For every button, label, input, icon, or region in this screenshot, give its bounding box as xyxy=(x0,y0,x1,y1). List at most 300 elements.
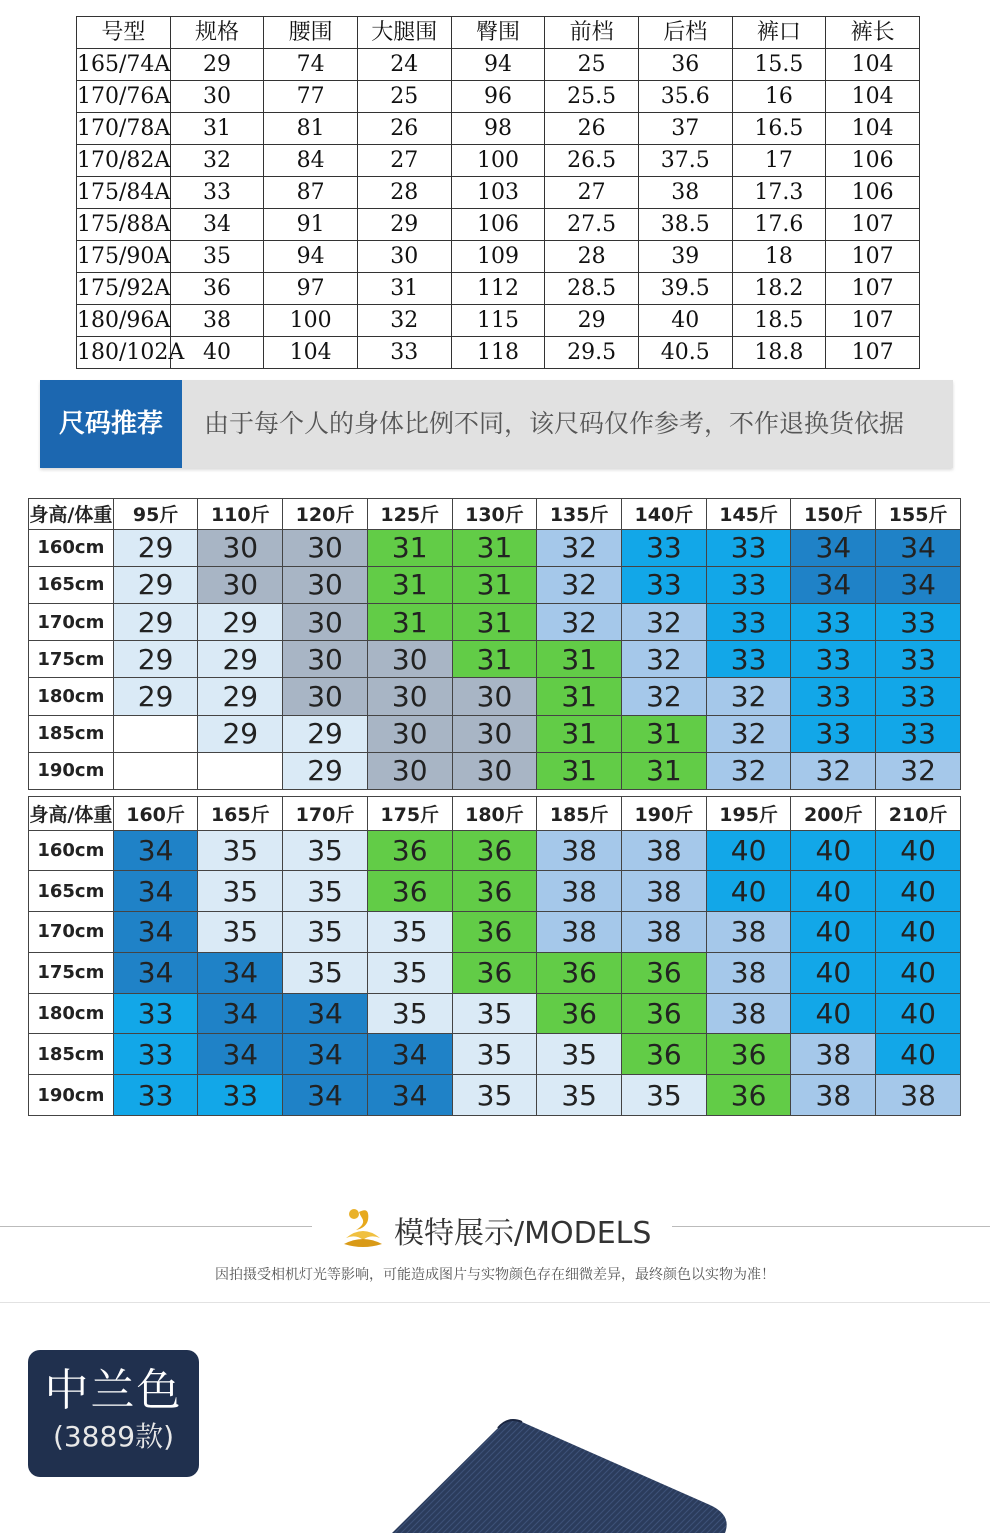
size-value-cell: 34 xyxy=(283,1075,368,1116)
spec-header-cell: 臀围 xyxy=(451,17,545,49)
size-value-cell: 40 xyxy=(791,871,876,912)
height-label-cell: 180cm xyxy=(29,993,114,1034)
size-value-cell: 29 xyxy=(113,678,198,715)
size-value-cell: 29 xyxy=(198,715,283,752)
grid-row xyxy=(29,715,961,752)
size-value-cell: 30 xyxy=(283,641,368,678)
divider-right xyxy=(672,1226,990,1227)
size-value-cell: 35 xyxy=(367,952,452,993)
size-value-cell: 35 xyxy=(198,830,283,871)
size-value-cell xyxy=(113,752,198,789)
spec-header-cell: 腰围 xyxy=(264,17,358,49)
size-value-cell: 30 xyxy=(367,641,452,678)
spec-cell: 16 xyxy=(732,81,826,113)
size-value-cell: 29 xyxy=(198,641,283,678)
size-value-cell: 29 xyxy=(113,529,198,566)
weight-header-cell: 190斤 xyxy=(622,797,707,831)
weight-header-cell: 135斤 xyxy=(537,499,622,530)
spec-cell: 180/102A xyxy=(77,337,171,369)
size-value-cell: 34 xyxy=(283,1034,368,1075)
size-value-cell: 34 xyxy=(113,830,198,871)
spec-cell: 25 xyxy=(357,81,451,113)
spec-cell: 31 xyxy=(357,273,451,305)
weight-header-cell: 175斤 xyxy=(367,797,452,831)
spec-cell: 81 xyxy=(264,113,358,145)
size-value-cell: 31 xyxy=(537,678,622,715)
spec-cell: 74 xyxy=(264,49,358,81)
size-value-cell: 30 xyxy=(283,678,368,715)
size-value-cell: 30 xyxy=(452,715,537,752)
size-value-cell xyxy=(113,715,198,752)
height-label-cell: 165cm xyxy=(29,871,114,912)
gold-emblem-icon xyxy=(340,1204,386,1250)
size-value-cell: 33 xyxy=(791,678,876,715)
spec-cell: 26.5 xyxy=(545,145,639,177)
size-value-cell: 33 xyxy=(706,529,791,566)
size-value-cell: 38 xyxy=(537,830,622,871)
size-value-cell: 30 xyxy=(283,604,368,641)
spec-cell: 18.2 xyxy=(732,273,826,305)
spec-cell: 28.5 xyxy=(545,273,639,305)
spec-cell: 24 xyxy=(357,49,451,81)
size-value-cell: 38 xyxy=(622,830,707,871)
spec-row xyxy=(77,337,920,369)
spec-cell: 37.5 xyxy=(638,145,732,177)
spec-cell: 97 xyxy=(264,273,358,305)
height-label-cell: 170cm xyxy=(29,604,114,641)
grid-header-row xyxy=(29,499,961,530)
size-value-cell: 38 xyxy=(537,871,622,912)
size-value-cell: 33 xyxy=(706,604,791,641)
spec-cell: 165/74A xyxy=(77,49,171,81)
spec-cell: 38 xyxy=(170,305,264,337)
size-value-cell: 33 xyxy=(198,1075,283,1116)
spec-cell: 180/96A xyxy=(77,305,171,337)
spec-header-cell: 前档 xyxy=(545,17,639,49)
size-value-cell: 36 xyxy=(537,952,622,993)
weight-header-cell: 130斤 xyxy=(452,499,537,530)
size-value-cell: 34 xyxy=(113,871,198,912)
grid-corner-label: 身高/体重 xyxy=(29,499,114,530)
size-value-cell: 40 xyxy=(876,871,961,912)
grid-row xyxy=(29,1075,961,1116)
size-value-cell: 40 xyxy=(876,912,961,953)
height-label-cell: 165cm xyxy=(29,566,114,603)
size-value-cell: 36 xyxy=(706,1034,791,1075)
spec-cell: 170/78A xyxy=(77,113,171,145)
grid-row xyxy=(29,604,961,641)
size-value-cell: 35 xyxy=(452,1075,537,1116)
size-value-cell: 29 xyxy=(113,604,198,641)
spec-cell: 103 xyxy=(451,177,545,209)
size-value-cell: 33 xyxy=(876,678,961,715)
size-value-cell: 34 xyxy=(367,1075,452,1116)
spec-cell: 38 xyxy=(638,177,732,209)
size-value-cell: 30 xyxy=(452,752,537,789)
spec-cell: 37 xyxy=(638,113,732,145)
spec-row xyxy=(77,273,920,305)
spec-header-cell: 号型 xyxy=(77,17,171,49)
size-value-cell: 31 xyxy=(537,752,622,789)
size-value-cell: 36 xyxy=(706,1075,791,1116)
spec-cell: 40 xyxy=(638,305,732,337)
size-value-cell: 34 xyxy=(113,912,198,953)
size-value-cell: 31 xyxy=(622,715,707,752)
spec-cell: 36 xyxy=(170,273,264,305)
spec-cell: 31 xyxy=(170,113,264,145)
size-value-cell: 32 xyxy=(622,641,707,678)
size-value-cell: 33 xyxy=(876,641,961,678)
spec-cell: 175/84A xyxy=(77,177,171,209)
size-value-cell: 29 xyxy=(283,715,368,752)
grid-row xyxy=(29,830,961,871)
spec-cell: 106 xyxy=(451,209,545,241)
weight-header-cell: 165斤 xyxy=(198,797,283,831)
spec-cell: 94 xyxy=(451,49,545,81)
size-value-cell: 30 xyxy=(367,715,452,752)
spec-header-cell: 规格 xyxy=(170,17,264,49)
height-label-cell: 190cm xyxy=(29,752,114,789)
size-value-cell: 35 xyxy=(537,1034,622,1075)
spec-cell: 27 xyxy=(357,145,451,177)
spec-cell: 36 xyxy=(638,49,732,81)
size-value-cell: 32 xyxy=(706,752,791,789)
size-value-cell: 33 xyxy=(622,529,707,566)
size-value-cell: 33 xyxy=(791,715,876,752)
size-recommend-grid-heavy xyxy=(28,796,961,1116)
weight-header-cell: 150斤 xyxy=(791,499,876,530)
size-value-cell: 31 xyxy=(452,641,537,678)
spec-cell: 29 xyxy=(545,305,639,337)
weight-header-cell: 180斤 xyxy=(452,797,537,831)
size-value-cell: 34 xyxy=(791,566,876,603)
size-value-cell: 38 xyxy=(622,912,707,953)
size-value-cell: 38 xyxy=(706,952,791,993)
spec-cell: 104 xyxy=(826,113,920,145)
size-value-cell: 38 xyxy=(622,871,707,912)
spec-header-cell: 裤长 xyxy=(826,17,920,49)
size-value-cell: 34 xyxy=(283,993,368,1034)
spec-cell: 100 xyxy=(264,305,358,337)
spec-cell: 28 xyxy=(545,241,639,273)
spec-row xyxy=(77,177,920,209)
spec-cell: 29.5 xyxy=(545,337,639,369)
size-value-cell: 40 xyxy=(876,952,961,993)
color-code: (3889款) xyxy=(52,1420,175,1453)
spec-cell: 33 xyxy=(357,337,451,369)
size-value-cell: 32 xyxy=(791,752,876,789)
spec-cell: 33 xyxy=(170,177,264,209)
size-value-cell: 35 xyxy=(198,871,283,912)
size-value-cell: 32 xyxy=(537,566,622,603)
divider-left xyxy=(0,1226,312,1227)
size-value-cell: 29 xyxy=(113,566,198,603)
spec-cell: 25 xyxy=(545,49,639,81)
spec-cell: 175/88A xyxy=(77,209,171,241)
spec-row xyxy=(77,209,920,241)
size-value-cell: 31 xyxy=(622,752,707,789)
spec-cell: 104 xyxy=(264,337,358,369)
spec-cell: 35.6 xyxy=(638,81,732,113)
spec-row xyxy=(77,113,920,145)
spec-cell: 18.5 xyxy=(732,305,826,337)
spec-cell: 98 xyxy=(451,113,545,145)
size-value-cell: 34 xyxy=(791,529,876,566)
size-value-cell: 38 xyxy=(876,1075,961,1116)
weight-header-cell: 95斤 xyxy=(113,499,198,530)
spec-cell: 107 xyxy=(826,209,920,241)
spec-header-row xyxy=(77,17,920,49)
spec-cell: 34 xyxy=(170,209,264,241)
height-label-cell: 175cm xyxy=(29,952,114,993)
size-value-cell: 36 xyxy=(537,993,622,1034)
spec-cell: 112 xyxy=(451,273,545,305)
size-value-cell: 35 xyxy=(537,1075,622,1116)
size-value-cell: 35 xyxy=(367,912,452,953)
size-value-cell: 40 xyxy=(876,1034,961,1075)
spec-cell: 30 xyxy=(170,81,264,113)
height-label-cell: 185cm xyxy=(29,1034,114,1075)
spec-cell: 29 xyxy=(170,49,264,81)
spec-cell: 40 xyxy=(170,337,264,369)
size-value-cell: 35 xyxy=(622,1075,707,1116)
size-value-cell: 40 xyxy=(791,912,876,953)
height-label-cell: 160cm xyxy=(29,830,114,871)
weight-header-cell: 185斤 xyxy=(537,797,622,831)
size-value-cell: 35 xyxy=(452,1034,537,1075)
grid-row xyxy=(29,678,961,715)
height-label-cell: 175cm xyxy=(29,641,114,678)
spec-header-cell: 裤口 xyxy=(732,17,826,49)
spec-cell: 26 xyxy=(545,113,639,145)
spec-cell: 118 xyxy=(451,337,545,369)
size-value-cell: 40 xyxy=(876,830,961,871)
size-value-cell: 33 xyxy=(706,641,791,678)
size-value-cell: 33 xyxy=(706,566,791,603)
size-value-cell: 34 xyxy=(198,1034,283,1075)
color-name: 中兰色 xyxy=(44,1365,183,1416)
height-label-cell: 190cm xyxy=(29,1075,114,1116)
size-value-cell: 31 xyxy=(537,715,622,752)
spec-cell: 106 xyxy=(826,177,920,209)
banner-tag: 尺码推荐 xyxy=(40,380,182,468)
spec-cell: 91 xyxy=(264,209,358,241)
size-value-cell: 35 xyxy=(283,912,368,953)
size-value-cell: 35 xyxy=(283,871,368,912)
spec-cell: 40.5 xyxy=(638,337,732,369)
spec-cell: 17.6 xyxy=(732,209,826,241)
size-value-cell: 32 xyxy=(706,715,791,752)
size-value-cell: 36 xyxy=(622,1034,707,1075)
spec-cell: 170/82A xyxy=(77,145,171,177)
size-value-cell: 33 xyxy=(876,604,961,641)
spec-cell: 107 xyxy=(826,305,920,337)
size-value-cell: 38 xyxy=(791,1034,876,1075)
spec-cell: 100 xyxy=(451,145,545,177)
weight-header-cell: 170斤 xyxy=(283,797,368,831)
weight-header-cell: 145斤 xyxy=(706,499,791,530)
size-value-cell: 34 xyxy=(198,993,283,1034)
spec-cell: 27.5 xyxy=(545,209,639,241)
size-value-cell: 31 xyxy=(452,529,537,566)
grid-row xyxy=(29,641,961,678)
spec-cell: 84 xyxy=(264,145,358,177)
weight-header-cell: 155斤 xyxy=(876,499,961,530)
size-value-cell: 32 xyxy=(622,604,707,641)
weight-header-cell: 140斤 xyxy=(622,499,707,530)
size-value-cell: 38 xyxy=(537,912,622,953)
models-title: 模特展示/MODELS xyxy=(394,1216,652,1251)
spec-cell: 38.5 xyxy=(638,209,732,241)
size-value-cell: 35 xyxy=(283,952,368,993)
spec-cell: 96 xyxy=(451,81,545,113)
weight-header-cell: 125斤 xyxy=(367,499,452,530)
size-value-cell: 34 xyxy=(113,952,198,993)
size-value-cell: 31 xyxy=(367,566,452,603)
size-spec-table xyxy=(76,16,920,369)
spec-cell: 107 xyxy=(826,337,920,369)
size-value-cell: 40 xyxy=(791,952,876,993)
spec-row xyxy=(77,81,920,113)
size-value-cell: 36 xyxy=(452,912,537,953)
spec-cell: 29 xyxy=(357,209,451,241)
grid-row xyxy=(29,993,961,1034)
grid-row xyxy=(29,871,961,912)
grid-header-row xyxy=(29,797,961,831)
size-value-cell: 29 xyxy=(198,604,283,641)
size-value-cell: 32 xyxy=(537,604,622,641)
height-label-cell: 170cm xyxy=(29,912,114,953)
size-value-cell: 36 xyxy=(452,830,537,871)
section-separator xyxy=(0,1302,990,1303)
size-value-cell: 32 xyxy=(622,678,707,715)
grid-row xyxy=(29,1034,961,1075)
spec-header-cell: 后档 xyxy=(638,17,732,49)
spec-cell: 107 xyxy=(826,241,920,273)
size-value-cell: 30 xyxy=(283,566,368,603)
spec-cell: 32 xyxy=(357,305,451,337)
size-value-cell: 33 xyxy=(622,566,707,603)
size-value-cell: 36 xyxy=(622,993,707,1034)
size-value-cell: 31 xyxy=(452,566,537,603)
size-value-cell: 33 xyxy=(876,715,961,752)
color-badge xyxy=(28,1350,199,1477)
spec-cell: 94 xyxy=(264,241,358,273)
size-value-cell: 38 xyxy=(791,1075,876,1116)
banner-note: 由于每个人的身体比例不同，该尺码仅作参考，不作退换货依据 xyxy=(204,409,905,438)
size-value-cell: 40 xyxy=(791,830,876,871)
size-value-cell: 33 xyxy=(113,1075,198,1116)
size-value-cell: 38 xyxy=(706,912,791,953)
spec-cell: 15.5 xyxy=(732,49,826,81)
spec-cell: 77 xyxy=(264,81,358,113)
weight-header-cell: 210斤 xyxy=(876,797,961,831)
spec-header-cell: 大腿围 xyxy=(357,17,451,49)
size-value-cell: 35 xyxy=(452,993,537,1034)
size-value-cell: 35 xyxy=(367,993,452,1034)
size-value-cell: 29 xyxy=(283,752,368,789)
size-value-cell: 36 xyxy=(367,871,452,912)
spec-cell: 175/92A xyxy=(77,273,171,305)
spec-row xyxy=(77,49,920,81)
size-value-cell: 36 xyxy=(367,830,452,871)
product-photo xyxy=(380,1410,800,1533)
size-value-cell: 30 xyxy=(198,529,283,566)
spec-cell: 106 xyxy=(826,145,920,177)
grid-row xyxy=(29,566,961,603)
size-value-cell: 36 xyxy=(452,952,537,993)
size-value-cell: 30 xyxy=(367,678,452,715)
spec-cell: 107 xyxy=(826,273,920,305)
spec-cell: 28 xyxy=(357,177,451,209)
spec-cell: 115 xyxy=(451,305,545,337)
size-value-cell: 35 xyxy=(198,912,283,953)
height-label-cell: 180cm xyxy=(29,678,114,715)
spec-cell: 87 xyxy=(264,177,358,209)
size-value-cell: 35 xyxy=(283,830,368,871)
weight-header-cell: 160斤 xyxy=(113,797,198,831)
size-value-cell: 36 xyxy=(452,871,537,912)
size-value-cell: 34 xyxy=(198,952,283,993)
spec-cell: 104 xyxy=(826,81,920,113)
size-recommend-banner xyxy=(40,380,953,468)
size-value-cell: 32 xyxy=(706,678,791,715)
weight-header-cell: 120斤 xyxy=(283,499,368,530)
spec-row xyxy=(77,145,920,177)
weight-header-cell: 110斤 xyxy=(198,499,283,530)
grid-row xyxy=(29,529,961,566)
spec-cell: 26 xyxy=(357,113,451,145)
size-value-cell: 29 xyxy=(198,678,283,715)
size-value-cell: 40 xyxy=(876,993,961,1034)
spec-cell: 16.5 xyxy=(732,113,826,145)
weight-header-cell: 195斤 xyxy=(706,797,791,831)
models-disclaimer: 因拍摄受相机灯光等影响，可能造成图片与实物颜色存在细微差异，最终颜色以实物为准！ xyxy=(215,1267,775,1283)
size-value-cell: 40 xyxy=(791,993,876,1034)
weight-header-cell: 200斤 xyxy=(791,797,876,831)
size-value-cell: 33 xyxy=(113,1034,198,1075)
size-value-cell: 34 xyxy=(367,1034,452,1075)
grid-row xyxy=(29,912,961,953)
size-value-cell: 38 xyxy=(706,993,791,1034)
spec-cell: 17 xyxy=(732,145,826,177)
spec-cell: 18 xyxy=(732,241,826,273)
size-value-cell: 33 xyxy=(791,641,876,678)
size-value-cell: 33 xyxy=(791,604,876,641)
spec-cell: 170/76A xyxy=(77,81,171,113)
size-value-cell: 32 xyxy=(537,529,622,566)
size-value-cell: 30 xyxy=(452,678,537,715)
size-value-cell: 29 xyxy=(113,641,198,678)
spec-row xyxy=(77,305,920,337)
spec-cell: 175/90A xyxy=(77,241,171,273)
size-value-cell: 31 xyxy=(367,604,452,641)
grid-corner-label: 身高/体重 xyxy=(29,797,114,831)
size-value-cell: 33 xyxy=(113,993,198,1034)
size-value-cell xyxy=(198,752,283,789)
grid-row xyxy=(29,752,961,789)
spec-cell: 18.8 xyxy=(732,337,826,369)
size-value-cell: 31 xyxy=(367,529,452,566)
size-value-cell: 34 xyxy=(876,566,961,603)
size-value-cell: 40 xyxy=(706,871,791,912)
spec-cell: 104 xyxy=(826,49,920,81)
spec-cell: 32 xyxy=(170,145,264,177)
size-value-cell: 30 xyxy=(367,752,452,789)
spec-cell: 27 xyxy=(545,177,639,209)
size-value-cell: 36 xyxy=(622,952,707,993)
size-recommend-grid-light xyxy=(28,498,961,790)
